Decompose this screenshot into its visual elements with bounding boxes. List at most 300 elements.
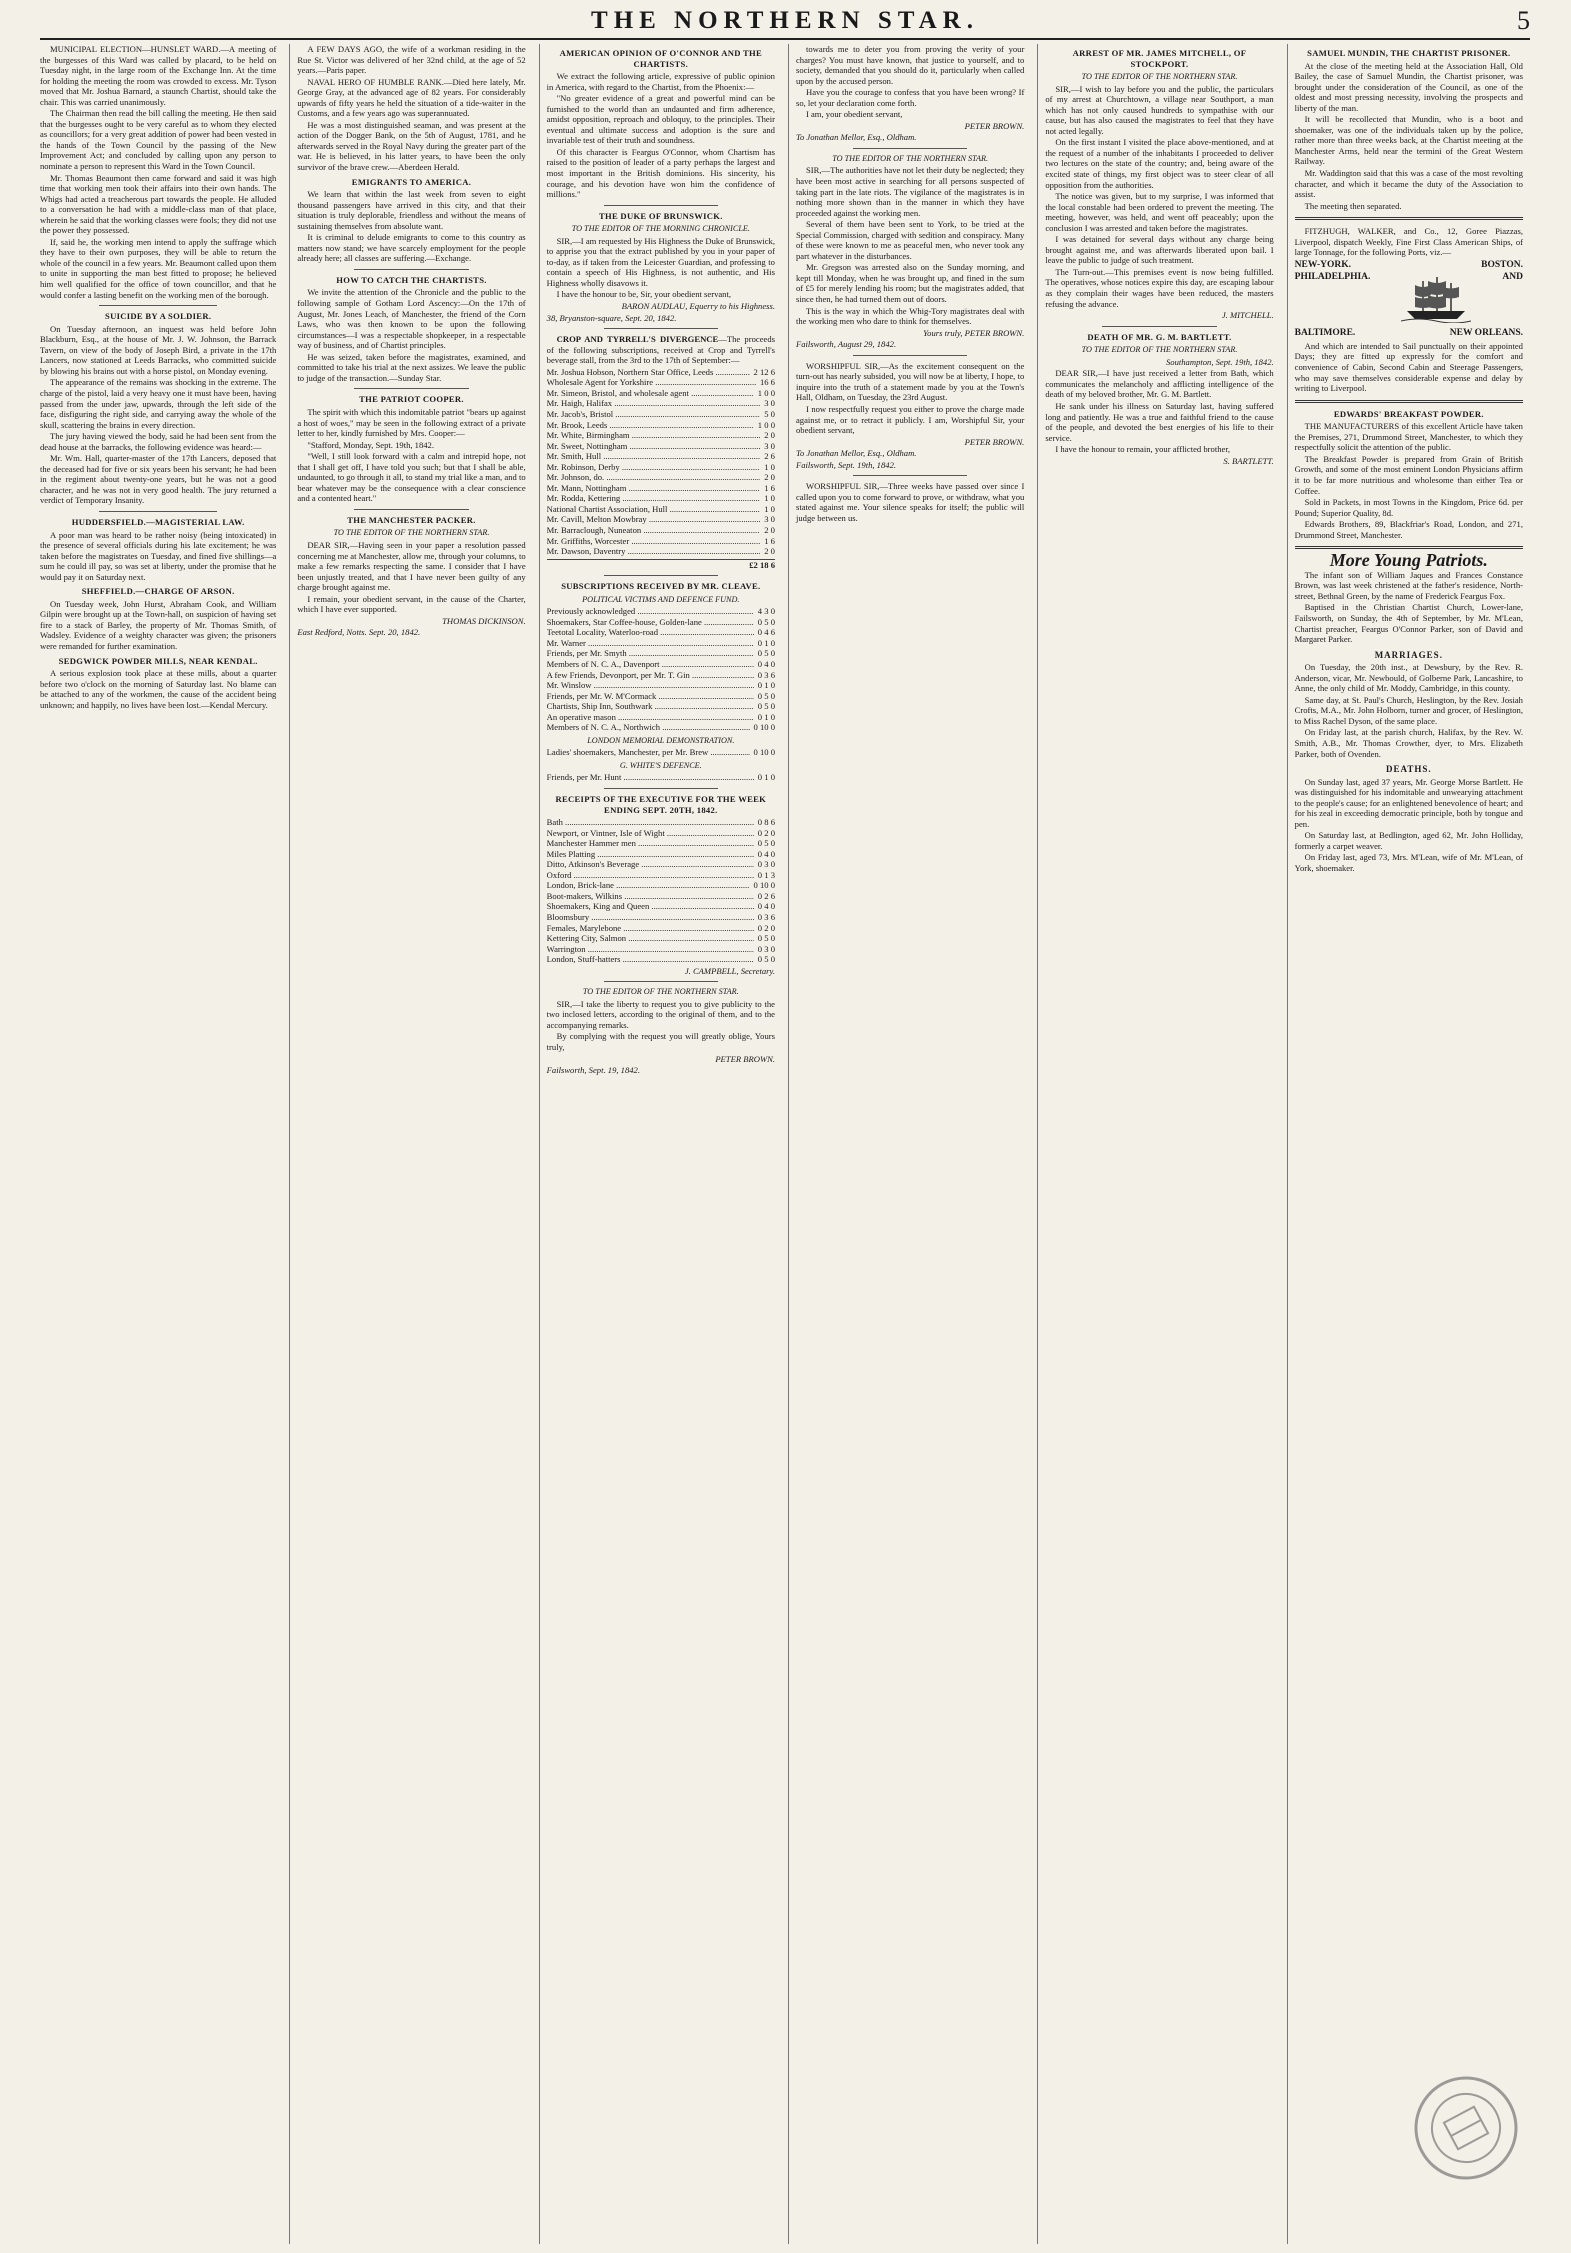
ledger-amount: 0 5 0: [757, 648, 775, 659]
paragraph: We extract the following article, expressive of public opinion in America, with regard to the Chartist, from the Phoenix:—: [546, 71, 775, 92]
ledger-row: [547, 514, 775, 525]
ledger-name: Friends, per Mr. Hunt .....: [547, 772, 754, 783]
municipal-election-article: [40, 44, 276, 300]
ledger-amount: 0 4 0: [757, 658, 775, 669]
ledger-name: An operative mason .....: [547, 712, 754, 723]
paragraph: It will be recollected that Mundin, who is a boot and shoemaker, was one of the individuals taken up by the police, rather more than three weeks back, at the Chartist meeting at the Manchester Arms, held near the termini of the Great Western Railway.: [1294, 114, 1523, 167]
ports-row: [1295, 272, 1523, 326]
paragraph: Mr. Waddington said that this was a case of the most revolting character, and which it became the duty of the Association to assist.: [1294, 168, 1523, 200]
ledger-row: [547, 462, 775, 473]
paragraph: Of this character is Feargus O'Connor, whom Chartism has raised to the position of leader of a party perhaps the largest and most important in the British dominions. His sincerity, his courage, and his devotion have won him the confidence of millions.": [546, 146, 775, 200]
ledger-amount: 0 10 0: [753, 880, 775, 891]
paragraph: The Chairman then read the bill calling the meeting. He then said that the burgesses ought to be very careful as to whom they elected as councillors; for a very great addition of power had been vested in the hands of the Town Council by the passing of the New Improvement Act; and concluded by calling upon any person to nominate a person to represent this Ward in the Town Council.: [40, 108, 277, 172]
article-heading: SAMUEL MUNDIN, THE CHARTIST PRISONER.: [1307, 48, 1511, 58]
ledger-row: [547, 747, 775, 758]
paragraph: A poor man was heard to be rather noisy (being intoxicated) in the presence of several officials during his late excitement; he was taken before the magistrates on Tuesday, and fined five shillings—a sum he could ill pay, so was set at liberty, under the promise that he would pay it on Saturday next.: [40, 529, 277, 582]
ledger-row: [547, 670, 775, 681]
paragraph: towards me to deter you from proving the verity of your charges? You must have known, that justice to yourself, and to society, demanded that you should do it, particularly when called upon by the accused person.: [795, 44, 1025, 86]
ledger-amount: 2 0: [764, 546, 775, 557]
article-subheading: TO THE EDITOR OF THE NORTHERN STAR.: [1081, 72, 1238, 82]
ledger-amount: 2 6: [764, 451, 775, 462]
ledger-amount: 1 6: [764, 482, 775, 493]
third-letter: [796, 481, 1024, 523]
ledger-row: [547, 546, 775, 557]
paragraph: He was seized, taken before the magistrates, examined, and committed to take his trial at the next assizes. We leave the public to judge of the transaction.—Sunday Star.: [297, 351, 526, 383]
ports-row: [1295, 328, 1523, 339]
ledger-row: [547, 828, 775, 839]
ledger-row: [547, 891, 775, 902]
article-subheading: TO THE EDITOR OF THE NORTHERN STAR.: [1081, 345, 1238, 355]
paragraph: The spirit with which this indomitable patriot "bears up against a host of woes," may be seen in the following extract of a private letter to her, kindly furnished by Mrs. Cooper:—: [297, 406, 526, 439]
ledger-name: Friends, per Mr. W. M'Cormack .....: [547, 691, 754, 702]
paragraph: SIR,—I am requested by His Highness the Duke of Brunswick, to apprise you that the extract published by you in your paper of to-day, as if taken from the Leicester Guardian, and professing to contain a speech of His Highness, is not authentic, and His Highness wholly disavows it.: [546, 235, 775, 288]
paragraph: On Tuesday week, John Hurst, Abraham Cook, and William Gilpin were brought up at the Town-hall, on suspicion of having set fire to a stack of Barley, the property of Mr. Thomas Smith, of Wadsley. Evidence of a weighty character was given; the prisoners were remanded for further examination.: [40, 598, 277, 651]
port-name: NEW-YORK.: [1294, 259, 1352, 270]
article-heading: ARREST OF MR. JAMES MITCHELL, OF STOCKPORT.: [1072, 48, 1247, 69]
paragraph: Same day, at St. Paul's Church, Heslington, by the Rev. Josiah Crofts, M.A., Mr. John Holborn, turner and grocer, of Heslington, to Miss Rachel Dyson, of the same place.: [1294, 694, 1523, 726]
ledger-amount: 2 0: [764, 524, 775, 535]
ledger-amount: 0 5 0: [757, 954, 775, 965]
paragraph: I now respectfully request you either to prove the charge made against me, or to retract it publicly. I am, Worshipful Sir, your obedient servant,: [795, 403, 1025, 436]
article-heading: THE MANCHESTER PACKER.: [347, 514, 476, 525]
paragraph: It is criminal to delude emigrants to come to this country as matters now stand; we have scarcely employment for the people already here; all classes are suffering.—Exchange.: [297, 232, 526, 264]
page-number: 5: [1517, 6, 1530, 35]
ledger-row: [547, 483, 775, 494]
port-name: BALTIMORE.: [1294, 328, 1356, 339]
ledger-name: Mr. Brook, Leeds .....: [547, 420, 754, 431]
ledger-name: Shoemakers, Star Coffee-house, Golden-lane .....: [547, 617, 754, 628]
packer-letter: [297, 540, 525, 615]
ledger-row: [547, 627, 775, 638]
ledger-amount: 0 5 0: [757, 701, 775, 712]
section-heading: More Young Patriots.: [1329, 550, 1488, 571]
ledger-name: Mr. Dawson, Daventry .....: [547, 546, 761, 557]
ledger-name: Mr. Joshua Hobson, Northern Star Office, Leeds .....: [547, 367, 750, 378]
newspaper-title: THE NORTHERN STAR.: [591, 7, 979, 34]
paragraph: THE MANUFACTURERS of this excellent Article have taken the Premises, 271, Drummond Street, Manchester, to which they respectfully solicit the attention of the public.: [1294, 421, 1523, 453]
paragraph: He sank under his illness on Saturday last, having suffered long and patiently. He was a true and faithful friend to the cause of the people, and devoted the best energies of his life to their service.: [1045, 400, 1274, 443]
port-name: PHILADELPHIA.: [1294, 272, 1371, 283]
defence-list: [547, 772, 775, 783]
ledger-name: London, Stuff-hatters .....: [547, 954, 754, 965]
paragraph: The infant son of William Jaques and Frances Constance Brown, was last week christened at the father's residence, North-street, Bethnal Green, by the name of Frederick Feargus Fox.: [1294, 569, 1523, 601]
paragraph: Mr. Thomas Beaumont then came forward and said it was high time that working men took their affairs into their own hands. The Whigs had acted a treacherous part towards the people. He alluded to a conversation he had with a middle-class man of that place, wherein he said that the working classes were fools; they did not use the power they possessed.: [40, 172, 277, 236]
article-subheading: TO THE EDITOR OF THE NORTHERN STAR.: [333, 528, 490, 538]
ledger-amount: 0 1 0: [757, 772, 775, 783]
ledger-row: [547, 420, 775, 431]
ledger-amount: 0 5 0: [757, 933, 775, 944]
list-total: £2 18 6: [547, 559, 775, 571]
ledger-row: [547, 504, 775, 515]
ledger-row: [547, 367, 775, 378]
paragraph: DEAR SIR,—I have just received a letter from Bath, which communicates the melancholy and afflicting intelligence of the death of my beloved brother, Mr. G. M. Bartlett.: [1045, 368, 1274, 400]
ledger-name: Mr. Simeon, Bristol, and wholesale agent .....: [547, 388, 754, 399]
patriot-cooper-article: [297, 407, 525, 504]
letter-place: 38, Bryanston-square, Sept. 20, 1842.: [546, 312, 677, 323]
article-heading: SUICIDE BY A SOLDIER.: [105, 311, 212, 322]
crop-intro: CROP AND TYRRELL'S DIVERGENCE—The proceeds of the following subscriptions, received at Crop and Tyrrell's beverage stall, from the 3rd to the 17th of September:—: [546, 334, 775, 366]
signature: J. MITCHELL.: [1221, 310, 1274, 321]
ledger-row: [547, 680, 775, 691]
receipts-list: [547, 817, 775, 965]
paragraph: I have the honour to remain, your afflicted brother,: [1055, 444, 1230, 455]
paragraph: Mr. Gregson was arrested also on the Sunday morning, and kept till Monday, when he was brought up, and fined in the sum of £5 for merely lending his room; but the magistrates added, that since then, he had turned them out of doors.: [795, 262, 1025, 305]
paragraph: We learn that within the last week from seven to eight thousand passengers have arrived in this city, and that their situation is truly deplorable, friendless and without the means of sustaining themselves from absolute want.: [297, 189, 526, 231]
paragraph: I was detained for several days without any charge being brought against me, and was afterwards liberated upon bail. I leave the public to judge of such treatment.: [1045, 234, 1274, 266]
paragraph: SIR,—I take the liberty to request you to give publicity to the two inclosed letters, according to the original of them, and to the accompanying remarks.: [546, 998, 775, 1030]
ledger-row: [547, 409, 775, 420]
paragraph: SIR,—I wish to lay before you and the public, the particulars of my arrest at Churchtown, a village near Southport, a man which has not only caused hundreds to sympathise with our cause, but has also caused the magistrates to feel that they have not acted legally.: [1045, 83, 1274, 136]
ledger-name: Mr. Mann, Nottingham .....: [547, 483, 761, 494]
ledger-amount: 1 0: [764, 503, 775, 514]
ledger-row: [547, 525, 775, 536]
ledger-name: Mr. Barraclough, Nuneaton .....: [547, 525, 761, 536]
paragraph: On Friday last, at the parish church, Halifax, by the Rev. W. Smith, A.B., Mr. Thomas Crowther, dyer, to Mrs. Elizabeth Parker, both of Ovenden.: [1294, 727, 1523, 759]
ledger-amount: 0 10 0: [753, 722, 775, 733]
ledger-row: [547, 912, 775, 923]
ports-row: [1295, 260, 1523, 271]
paragraph: MUNICIPAL ELECTION—HUNSLET WARD.—A meeting of the burgesses of this Ward was called by placard, to be held on Tuesday night, in the large room of the Exchange Inn. At the time for holding the meeting the room was crowded to excess. Mr. Tyson moved that Mr. Joshua Barnard, a staunch Chartist, should take the chair. This was carried unanimously.: [40, 44, 277, 107]
ledger-name: Warrington .....: [547, 944, 754, 955]
ledger-name: Mr. Rodda, Kettering .....: [547, 493, 761, 504]
ledger-amount: 0 4 0: [757, 848, 775, 859]
ledger-row: [547, 849, 775, 860]
ledger-row: [547, 722, 775, 733]
ledger-amount: 0 3 6: [757, 669, 775, 680]
article-subheading: G. WHITE'S DEFENCE.: [619, 760, 702, 770]
article-subheading: TO THE EDITOR OF THE MORNING CHRONICLE.: [571, 224, 750, 234]
ledger-row: [547, 838, 775, 849]
paragraph: WORSHIPFUL SIR,—Three weeks have passed over since I called upon you to come forward to prove, or withdraw, what you stated against me. Your silence speaks for itself; the public will judge between us.: [795, 481, 1025, 523]
ledger-row: [547, 691, 775, 702]
paragraph: Several of them have been sent to York, to be tried at the Special Commission, charged with sedition and conspiracy. Many of these were known to me as peaceful men, who never took any part whatever in the disturbances.: [795, 219, 1025, 261]
ledger-row: [547, 377, 775, 388]
ledger-amount: 1 0: [764, 461, 775, 472]
paragraph: At the close of the meeting held at the Association Hall, Old Bailey, the case of Samuel Mundin, the Chartist prisoner, was brought under the consideration of the Council, as one of the oldest and most pressing necessity, involving the prospects and liberty of the man.: [1294, 60, 1523, 113]
ledger-amount: 2 0: [764, 430, 775, 441]
paragraph: On the first instant I visited the place above-mentioned, and at the request of a number of the inhabitants I proceeded to deliver two lectures on the state of the country; and, being aware of the excited state of things, my first object was to steer clear of all opposition from the authorities.: [1045, 137, 1274, 190]
failsworth-letter: [796, 165, 1024, 326]
paragraph: Mr. Wm. Hall, quarter-master of the 17th Lancers, deposed that the deceased had for five or six years been his servant; he had been in the regiment about twenty-one years, but he was not a good character, and he was not in very good health. The jury returned a verdict of Temporary Insanity.: [40, 453, 277, 506]
article-heading: THE PATRIOT COOPER.: [359, 394, 464, 405]
article-heading: DEATH OF MR. G. M. BARTLETT.: [1087, 331, 1232, 342]
arrest-letter: [1045, 84, 1273, 309]
ledger-name: Miles Platting .....: [547, 849, 754, 860]
ledger-row: [547, 933, 775, 944]
paragraph: "No greater evidence of a great and powerful mind can be furnished to the world than an undaunted and firm adherence, amidst opposition, reproach and obloquy, to the principles. Their eventual and ultimate success and adoption is the sure and invariable test of their truth and soundness.: [546, 93, 775, 146]
ledger-row: [547, 880, 775, 891]
ledger-amount: 16 6: [759, 377, 775, 388]
ledger-row: [547, 772, 775, 783]
letter-address: To Jonathan Mellor, Esq., Oldham.: [795, 132, 917, 143]
ledger-name: Wholesale Agent for Yorkshire .....: [547, 377, 756, 388]
ledger-amount: 0 5 0: [757, 690, 775, 701]
ledger-name: Members of N. C. A., Northwich .....: [547, 722, 750, 733]
ledger-row: [547, 859, 775, 870]
ledger-amount: 0 8 6: [757, 817, 775, 828]
paragraph: I remain, your obedient servant, in the cause of the Charter, which I have ever supported.: [297, 593, 526, 615]
ledger-amount: 2 0: [764, 472, 775, 483]
article-heading: HOW TO CATCH THE CHARTISTS.: [336, 274, 487, 285]
ledger-name: Chartists, Ship Inn, Southwark .....: [547, 701, 754, 712]
signature: PETER BROWN.: [964, 120, 1025, 131]
crop-list: [547, 367, 775, 557]
ledger-name: Mr. Johnson, do. .....: [547, 472, 761, 483]
ledger-amount: 0 5 0: [757, 616, 775, 627]
ledger-row: [547, 870, 775, 881]
ledger-row: [547, 701, 775, 712]
ledger-amount: 0 3 0: [757, 859, 775, 870]
ledger-row: [547, 493, 775, 504]
ledger-amount: 5 0: [764, 408, 775, 419]
signature: S. BARTLETT.: [1223, 455, 1274, 466]
paragraph: We invite the attention of the Chronicle and the public to the following sample of Gotham Lord Ascency:—On the 17th of August, Mr. Jones Leach, of Manchester, the friend of the Corn Laws, who was then known to be upon the following circumstances—I was a respectable shopkeeper, in a respectable way of business, and of Chartist principles.: [297, 287, 526, 351]
ledger-name: Bloomsbury .....: [547, 912, 754, 923]
duke-letter: [547, 236, 775, 300]
ledger-row: [547, 398, 775, 409]
article-heading: SEDGWICK POWDER MILLS, NEAR KENDAL.: [58, 655, 258, 666]
ledger-amount: 0 1 0: [757, 680, 775, 691]
signature: BARON AUDLAU, Equerry to his Highness.: [621, 301, 775, 312]
ledger-row: [547, 430, 775, 441]
ledger-name: Mr. White, Birmingham .....: [547, 430, 761, 441]
paragraph: SIR,—The authorities have not let their duty be neglected; they have been most active in searching for all persons suspected of taking part in the late riots. The vigilance of the magistrates is in nothing more shown than in the manner in which they have proceeded against the working men.: [795, 165, 1025, 218]
ledger-row: [547, 901, 775, 912]
paragraph: DEAR SIR,—Having seen in your paper a resolution passed concerning me at Manchester, allow me, through your columns, to make a few remarks respecting the same. I consider that I have been unjustly treated, and that I have never been guilty of any charge brought against me.: [297, 539, 526, 593]
paragraphs-article: [297, 44, 525, 173]
paragraph: "Stafford, Monday, Sept. 19th, 1842.: [307, 439, 435, 450]
ledger-name: Bath .....: [547, 817, 754, 828]
ledger-name: Manchester Hammer men .....: [547, 838, 754, 849]
ledger-row: [547, 441, 775, 452]
letter-address: To Jonathan Mellor, Esq., Oldham.: [795, 448, 917, 459]
letter-place: East Redford, Notts. Sept. 20, 1842.: [297, 627, 421, 638]
paragraph: On Tuesday, the 20th inst., at Dewsbury, by the Rev. R. Anderson, vicar, Mr. Newbould, of Golberne Park, Lancashire, to Anne, the only child of Mr. Moddy, Cambridge, in this county.: [1294, 662, 1523, 694]
ledger-name: Mr. Smith, Hull .....: [547, 451, 761, 462]
ledger-name: Mr. Winslow .....: [547, 680, 754, 691]
ledger-amount: 3 0: [764, 440, 775, 451]
port-name: BOSTON.: [1481, 259, 1523, 270]
ledger-amount: 0 2 0: [757, 922, 775, 933]
column-2: [289, 44, 532, 2244]
ledger-name: Newport, or Vintner, Isle of Wight .....: [547, 828, 754, 839]
deaths-notices: [1295, 777, 1523, 874]
ledger-name: Boot-makers, Wilkins .....: [547, 891, 754, 902]
ledger-row: [547, 712, 775, 723]
brown-letter: [547, 999, 775, 1053]
ledger-name: Females, Marylebone .....: [547, 923, 754, 934]
ledger-name: Ditto, Atkinson's Beverage .....: [547, 859, 754, 870]
paragraph: NAVAL HERO OF HUMBLE RANK.—Died here lately, Mr. George Gray, at the advanced age of 82 years. For considerably upwards of fifty years he held the situation of a tide-waiter in the Customs, and a few years ago was superannuated.: [297, 76, 526, 119]
paragraph: I am, your obedient servant,: [805, 109, 903, 120]
sheffield-article: [40, 599, 276, 652]
ledger-amount: 3 0: [764, 398, 775, 409]
paragraph: The notice was given, but to my surprise, I was informed that the local constable had been ordered to prevent the meeting. The meeting, however, was held, and went off peaceably; upon the conclusion I was arrested and taken before the magistrates.: [1045, 191, 1274, 233]
letter-continuation: [796, 44, 1024, 120]
paragraph: Sold in Packets, in most Towns in the Kingdom, Price 6d. per Pound; Superior Quality, 8d.: [1294, 497, 1523, 518]
paragraph: By complying with the request you will greatly oblige, Yours truly,: [546, 1031, 775, 1053]
article-heading: HUDDERSFIELD.—MAGISTERIAL LAW.: [71, 516, 245, 527]
ledger-name: Friends, per Mr. Smyth .....: [547, 648, 754, 659]
ledger-amount: 0 4 0: [757, 901, 775, 912]
ledger-amount: 1 0 0: [757, 419, 775, 430]
signature: THOMAS DICKINSON.: [442, 615, 526, 626]
ledger-row: [547, 648, 775, 659]
column-6: [1287, 44, 1530, 2244]
paragraph: I have the honour to be, Sir, your obedient servant,: [556, 289, 732, 300]
ledger-amount: 4 3 0: [757, 606, 775, 617]
ledger-name: A few Friends, Devonport, per Mr. T. Gin .....: [547, 670, 754, 681]
masthead: [40, 4, 1530, 40]
paragraph: He was a most distinguished seaman, and was present at the action of the Dogger Bank, on the 5th of August, 1781, and he afterwards served in the Royal Navy during the greater part of the war. He is believed, in his latter years, to have been the only survivor of the brave crew.—Aberdeen Herald.: [297, 119, 526, 173]
column-3: [539, 44, 782, 2244]
ledger-name: Oxford .....: [547, 870, 754, 881]
ledger-name: Mr. Robinson, Derby .....: [547, 462, 761, 473]
ledger-row: [547, 944, 775, 955]
ledger-name: Shoemakers, King and Queen .....: [547, 901, 754, 912]
paragraph: A serious explosion took place at these mills, about a quarter before two o'clock on the morning of Saturday last. No blame can be attached to any of the workmen, the cause of the accident being unknown; and happily, no lives have been lost.—Kendal Mercury.: [40, 668, 277, 710]
ledger-row: [547, 638, 775, 649]
column-5: [1037, 44, 1280, 2244]
ledger-name: Mr. Cavill, Melton Mowbray .....: [547, 514, 761, 525]
paragraph: WORSHIPFUL SIR,—As the excitement consequent on the turn-out has nearly subsided, you will now be at liberty, I hope, to inquire into the truth of a statement made by you at the Town's Hall, Oldham, on Tuesday, the 23rd August.: [795, 360, 1025, 403]
letter-place: Failsworth, Sept. 19th, 1842.: [795, 459, 897, 470]
paragraph: Baptised in the Christian Chartist Church, Lower-lane, Failsworth, on Sunday, the 4th of September, by Mr. M'Lean, Chartist preacher, Feargus O'Connor Parker, son of David and Margaret Parker.: [1294, 602, 1523, 645]
signature: PETER BROWN.: [715, 1053, 775, 1064]
ledger-row: [547, 388, 775, 399]
article-heading: EDWARDS' BREAKFAST POWDER.: [1333, 408, 1484, 419]
paragraph: On Friday last, aged 73, Mrs. M'Lean, wife of Mr. M'Lean, of York, shoemaker.: [1294, 852, 1523, 873]
article-heading: EMIGRANTS TO AMERICA.: [351, 176, 472, 187]
ledger-amount: 0 5 0: [757, 838, 775, 849]
ledger-row: [547, 536, 775, 547]
subscriptions-list: [547, 606, 775, 733]
ledger-amount: 0 3 0: [757, 943, 775, 954]
article-subheading: POLITICAL VICTIMS AND DEFENCE FUND.: [582, 594, 740, 604]
mundin-article: [1295, 61, 1523, 212]
ledger-row: [547, 923, 775, 934]
ledger-name: Members of N. C. A., Davenport .....: [547, 659, 754, 670]
ledger-name: Kettering City, Salmon .....: [547, 933, 754, 944]
ledger-amount: 0 10 0: [753, 747, 775, 758]
ledger-name: Mr. Warner .....: [547, 638, 754, 649]
ledger-row: [547, 954, 775, 965]
paragraph: "Well, I still look forward with a calm and intrepid hope, not that I shall get off, I have told you such; but that I shall be able, undaunted, to go through it all, to stand my trial like a man, and to bear whatever may be the consequence with a clear conscience and a contented heart.": [297, 451, 526, 504]
ledger-name: Ladies' shoemakers, Manchester, per Mr. Brew .....: [547, 747, 750, 758]
ledger-name: Previously acknowledged .....: [547, 606, 754, 617]
paragraph: The Breakfast Powder is prepared from Grain of British Growth, and some of the most eminent London Physicians affirm it to be far more nutritious and wholesome than either Tea or Coffee.: [1294, 453, 1523, 496]
shipping-advertisement: FITZHUGH, WALKER, and Co., 12, Goree Piazzas, Liverpool, dispatch Weekly, Fine First Class American Ships, of large Tonnage, for the following Ports, viz.—: [1294, 226, 1523, 258]
column-1: [40, 44, 283, 2244]
ledger-amount: 0 2 0: [757, 827, 775, 838]
signature: J. CAMPBELL, Secretary.: [684, 965, 775, 976]
ledger-amount: 1 0: [764, 493, 775, 504]
letter-place: Southampton, Sept. 19th, 1842.: [1165, 356, 1274, 367]
ledger-name: London, Brick-lane .....: [547, 880, 750, 891]
article-heading: THE DUKE OF BRUNSWICK.: [598, 210, 723, 221]
article-heading: AMERICAN OPINION OF O'CONNOR AND THE CHARTISTS.: [559, 48, 763, 69]
ledger-amount: 0 1 3: [757, 869, 775, 880]
ledger-row: [547, 659, 775, 670]
catch-chartists-article: [297, 287, 525, 383]
ledger-name: Mr. Sweet, Nottingham .....: [547, 441, 761, 452]
shipping-body: And which are intended to Sail punctually on their appointed Days; they are fitted up expressly for the comfort and convenience of Cabin, Second Cabin and Steerage Passengers, who may save themselves considerable expense and delay by writing to Liverpool.: [1294, 340, 1523, 394]
paragraph: This is the way in which the Whig-Tory magistrates deal with the working men who dare to think for themselves.: [795, 305, 1025, 327]
article-subheading: TO THE EDITOR OF THE NORTHERN STAR.: [582, 987, 739, 997]
paragraph: The meeting then separated.: [1304, 200, 1402, 211]
ledger-name: Mr. Jacob's, Bristol .....: [547, 409, 761, 420]
second-letter: [796, 361, 1024, 436]
ledger-amount: 1 6: [764, 535, 775, 546]
paragraph: On Tuesday afternoon, an inquest was held before John Blackburn, Esq., at the house of Mr. J. W. Johnson, the Barrack Tavern, on view of the body of Joseph Bird, a private in the 17th Lancers, now stationed at Leeds Barracks, who committed suicide by blowing his brains out with a horse pistol, on Monday evening.: [40, 323, 277, 376]
paragraph: Edwards Brothers, 89, Blackfriar's Road, London, and 271, Drummond Street, Manchester.: [1294, 519, 1523, 540]
paragraph: On Sunday last, aged 37 years, Mr. George Morse Bartlett. He was distinguished for his indomitable and unwearying attachment to the people's cause; for an enlightened benevolence of heart; and for his zeal in exceeding democratic principle, both by tongue and pen.: [1294, 776, 1523, 829]
breakfast-powder-ad: [1295, 421, 1523, 540]
ledger-amount: 0 4 6: [757, 627, 775, 638]
ledger-row: [547, 606, 775, 617]
letter-place: Failsworth, Sept. 19, 1842.: [546, 1065, 640, 1076]
ledger-name: Mr. Haigh, Halifax .....: [547, 398, 761, 409]
paragraph: The Turn-out.—This premises event is now being fulfilled. The operatives, whose notices expire this day, are escaping labour as they complain their wages have been reduced, the masters refusing the advance.: [1045, 266, 1274, 309]
ledger-name: National Chartist Association, Hull .....: [547, 504, 761, 515]
article-subheading: LONDON MEMORIAL DEMONSTRATION.: [587, 735, 735, 745]
ledger-amount: 1 0 0: [757, 387, 775, 398]
memorial-list: [547, 747, 775, 758]
ledger-name: Mr. Griffiths, Worcester .....: [547, 536, 761, 547]
column-4: [788, 44, 1031, 2244]
ledger-amount: 0 3 6: [757, 912, 775, 923]
huddersfield-article: [40, 530, 276, 583]
paragraph: The jury having viewed the body, said he had been sent from the dead house at the barracks, the following evidence was heard:—: [40, 431, 277, 452]
emigrants-article: [297, 189, 525, 264]
section-heading: MARRIAGES.: [1374, 649, 1443, 660]
death-letter: [1045, 368, 1273, 454]
american-opinion-article: [547, 71, 775, 200]
ledger-name: Teetotal Locality, Waterloo-road .....: [547, 627, 754, 638]
article-heading: RECEIPTS OF THE EXECUTIVE FOR THE WEEK ENDING SEPT. 20TH, 1842.: [555, 794, 767, 815]
port-name: AND: [1502, 272, 1523, 283]
ledger-row: [547, 451, 775, 462]
marriages-notices: [1295, 662, 1523, 759]
ledger-row: [547, 817, 775, 828]
ledger-amount: 3 0: [764, 514, 775, 525]
article-heading: SHEFFIELD.—CHARGE OF ARSON.: [81, 586, 235, 597]
ledger-amount: 2 12 6: [753, 366, 775, 377]
sailing-ship-icon: [1401, 275, 1471, 323]
signature: PETER BROWN.: [964, 436, 1025, 447]
letter-place: Failsworth, August 29, 1842.: [795, 339, 897, 350]
paragraph: If, said he, the working men intend to apply the suffrage which they have to their own purposes, they will be able to return the whole of the council in a few years. Mr. Beaumont called upon them to unite in supporting the man best fitted to propose; he believed him well qualified for the office of town councillor, and that he would confer a lasting benefit on the working men of the borough.: [40, 236, 277, 300]
ledger-amount: 0 1 0: [757, 637, 775, 648]
paragraph: The appearance of the remains was shocking in the extreme. The charge of the pistol, laid a very heavy one it must have been, having passed from the under jaw, upwards, through the left side of the face, disfiguring the right side, and carrying away the whole of the skull, scattering the brains in every direction.: [40, 377, 277, 430]
port-name: NEW ORLEANS.: [1449, 328, 1523, 339]
paragraph: A FEW DAYS AGO, the wife of a workman residing in the Rue St. Victor was delivered of her 32nd child, at the age of 52 years.—Paris paper.: [297, 44, 526, 76]
suicide-article: [40, 324, 276, 506]
columns: [40, 44, 1530, 2244]
ledger-row: [547, 472, 775, 483]
ledger-amount: 0 2 6: [757, 890, 775, 901]
article-heading: SUBSCRIPTIONS RECEIVED BY MR. CLEAVE.: [561, 581, 761, 592]
signature: Yours truly, PETER BROWN.: [923, 327, 1025, 338]
paragraph: On Saturday last, at Bedlington, aged 62, Mr. John Holliday, formerly a carpet weaver.: [1294, 830, 1523, 851]
young-patriots-notices: [1295, 570, 1523, 645]
paragraph: Have you the courage to confess that you have been wrong? If so, let your declaration come forth.: [795, 87, 1025, 108]
ledger-row: [547, 617, 775, 628]
section-heading: DEATHS.: [1386, 764, 1432, 775]
kendal-article: [40, 668, 276, 710]
ledger-amount: 0 1 0: [757, 711, 775, 722]
article-subheading: TO THE EDITOR OF THE NORTHERN STAR.: [832, 153, 989, 163]
